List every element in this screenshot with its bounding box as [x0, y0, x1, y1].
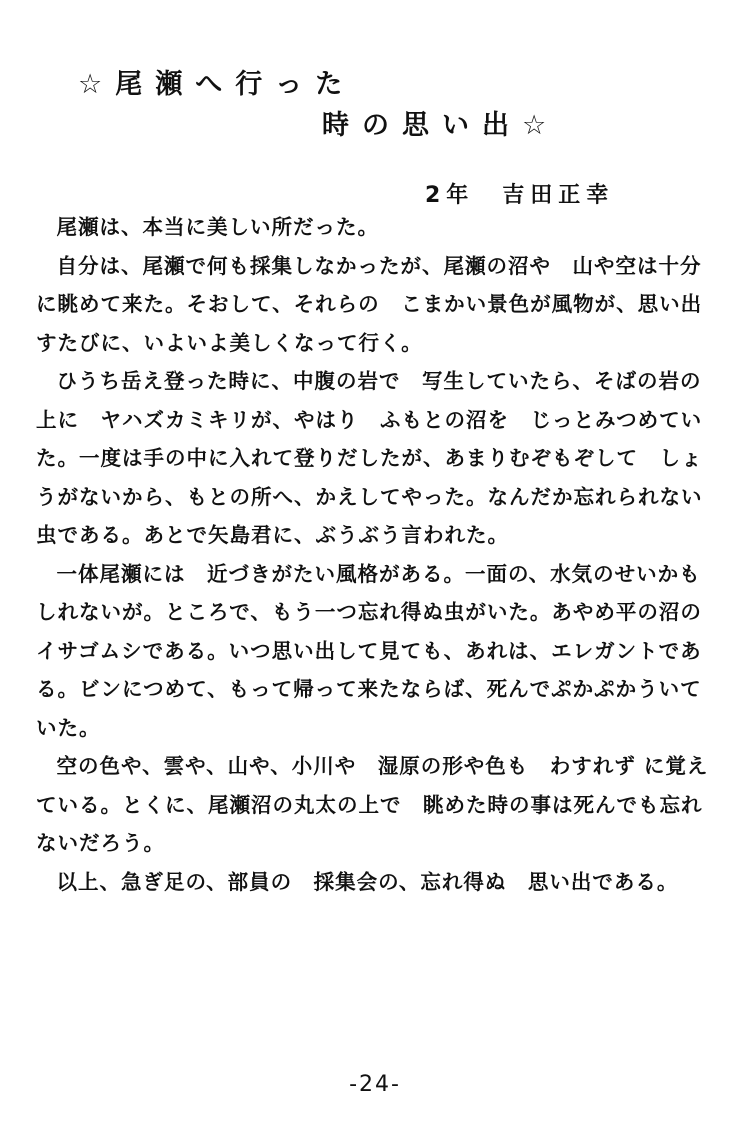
- title-line-1: ☆尾瀬へ行った: [78, 69, 356, 100]
- title-line-2: 時の思い出☆: [322, 110, 560, 141]
- paragraph: 空の色や、雲や、山や、小川や 湿原の形や色も わすれず に覚えている。とくに、尾瀬沼の丸太の上で 眺めた時の事は死んでも忘れないだろう。: [36, 754, 709, 855]
- paragraph: ひうち岳え登った時に、中腹の岩で 写生していたら、そばの岩の上に ヤハズカミキリが、やはり ふもとの沼を じっとみつめていた。一度は手の中に入れて登りだしたが、あまりむぞもぞして しょうがないから、もとの所へ、かえしてやった。なんだか忘れられない虫である。あとで矢島君に、ぶうぶう言われた。: [36, 369, 703, 547]
- paragraph: 自分は、尾瀬で何も採集しなかったが、尾瀬の沼や 山や空は十分に眺めて来た。そおして、それらの こまかい景色が風物が、思い出すたびに、いよいよ美しくなって行く。: [36, 253, 703, 355]
- paragraph: 尾瀬は、本当に美しい所だった。: [56, 215, 379, 239]
- page-number: -24-: [349, 1072, 401, 1097]
- paragraph: 以上、急ぎ足の、部員の 採集会の、忘れ得ぬ 思い出である。: [56, 869, 679, 894]
- paragraph: 一体尾瀬には 近づきがたい風格がある。一面の、水気のせいかもしれないが。ところで、もう一つ忘れ得ぬ虫がいた。あやめ平の沼の イサゴムシである。いつ思い出して見ても、あれは、エレガントである。ビンにつめて、もって帰って来たならば、死んでぷかぷかういていた。: [36, 561, 724, 740]
- author-name: 2年 吉田正幸: [425, 183, 615, 208]
- essay-body: [36, 208, 724, 901]
